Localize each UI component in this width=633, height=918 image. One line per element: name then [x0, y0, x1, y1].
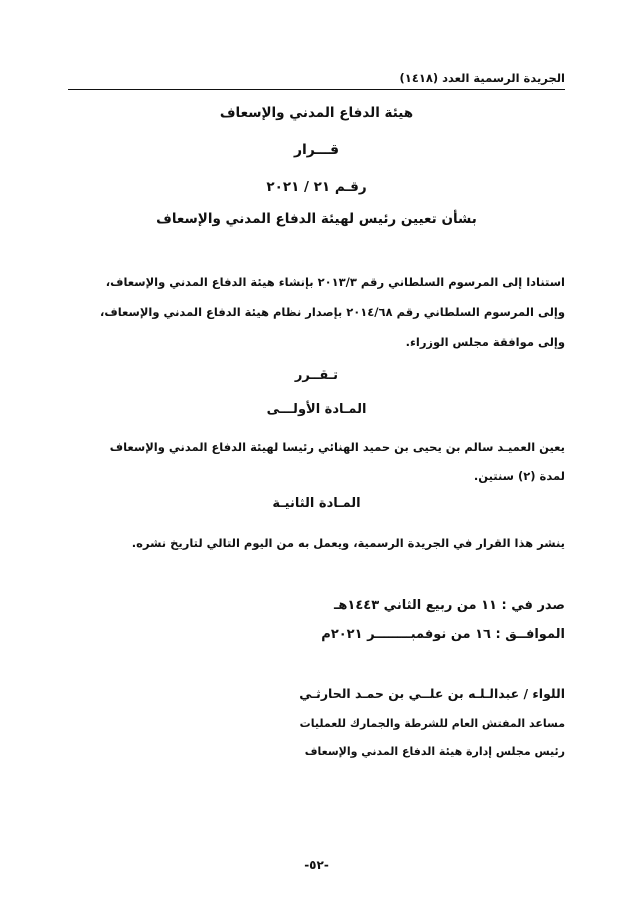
- gazette-header: الجريدة الرسمية العدد (١٤١٨): [399, 71, 565, 85]
- decision-number: رقـم ٢١ / ٢٠٢١: [266, 179, 367, 195]
- page-number: -٥٢-: [304, 858, 329, 872]
- header-rule: [68, 89, 565, 90]
- issued-date: صدر في : ١١ من ربيع الثاني ١٤٤٣هـ: [333, 598, 565, 613]
- article-1-title: المـادة الأولـــى: [266, 402, 367, 417]
- article-1-text: يعين العميـد سالم بن يحيى بن حميد الهنائي رئيسا لهيئة الدفاع المدني والإسعاف: [109, 440, 565, 454]
- article-1-text: لمدة (٢) سنتين.: [473, 469, 565, 483]
- authority-title: هيئة الدفاع المدني والإسعاف: [219, 105, 414, 121]
- gregorian-date: الموافــق : ١٦ من نوفمبــــــــر ٢٠٢١م: [321, 627, 565, 642]
- signatory-title: مساعد المفتش العام للشرطة والجمارك للعمليات: [299, 717, 565, 730]
- article-2-text: ينشر هذا القرار في الجريدة الرسمية، ويعمل به من اليوم التالي لتاريخ نشره.: [131, 536, 565, 550]
- article-2-title: المـادة الثانيـة: [272, 496, 361, 511]
- preamble-line: وإلى موافقة مجلس الوزراء.: [405, 335, 565, 349]
- preamble-line: استنادا إلى المرسوم السلطاني رقم ٢٠١٣/٣ بإنشاء هيئة الدفاع المدني والإسعاف،: [105, 275, 565, 289]
- preamble-line: وإلى المرسوم السلطاني رقم ٢٠١٤/٦٨ بإصدار نظام هيئة الدفاع المدني والإسعاف،: [99, 305, 565, 319]
- signatory-name: اللواء / عبدالـلـه بن علــي بن حمـد الحارثـي: [299, 686, 565, 701]
- signatory-title: رئيس مجلس إدارة هيئة الدفاع المدني والإسعاف: [304, 745, 565, 758]
- decides-heading: تـقــرر: [294, 368, 339, 383]
- decision-subject: بشأن تعيين رئيس لهيئة الدفاع المدني والإسعاف: [156, 211, 477, 227]
- decision-title: قـــرار: [293, 142, 340, 158]
